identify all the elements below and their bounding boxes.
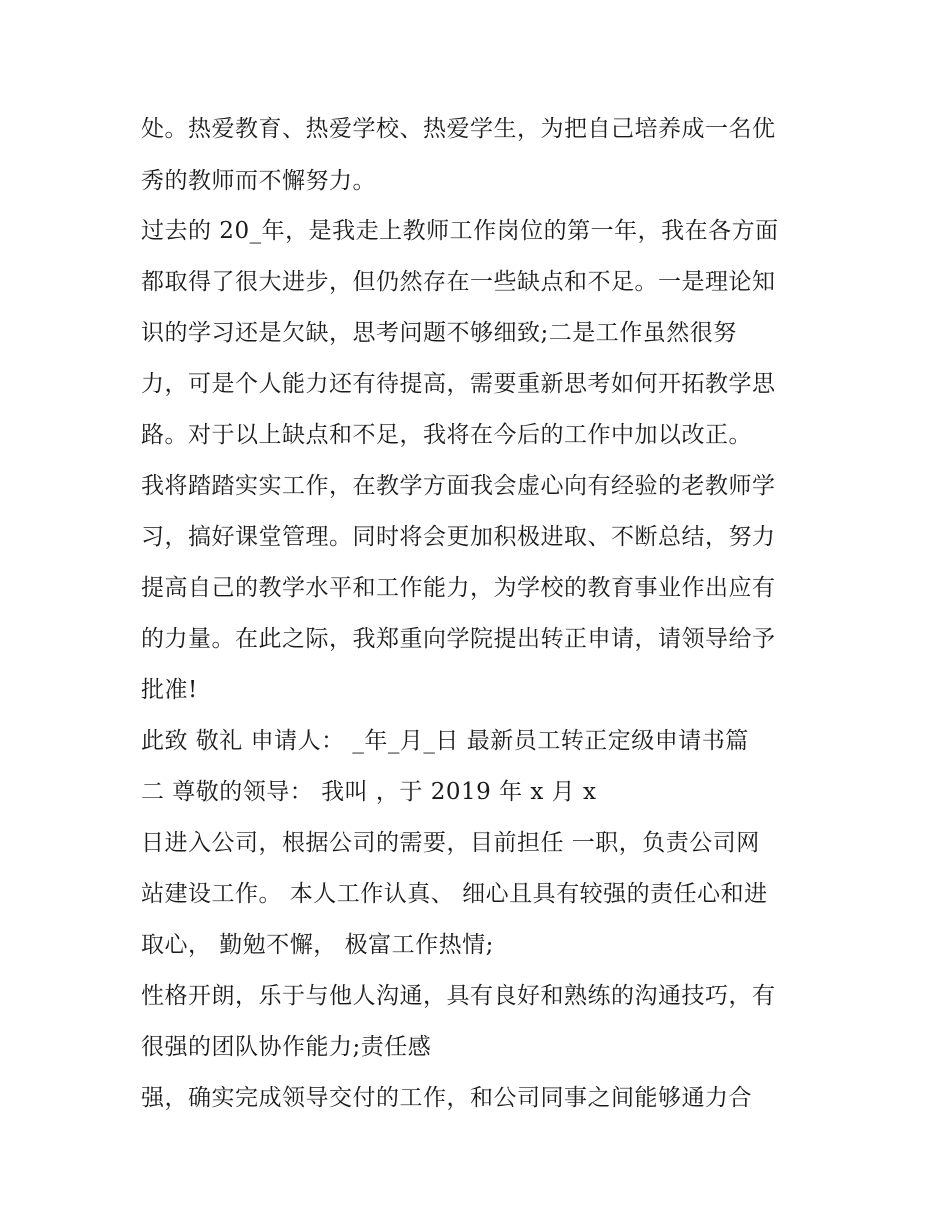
- text-line: 很强的团队协作能力;责任感: [141, 1034, 432, 1060]
- text-line: 秀的教师而不懈努力。: [141, 168, 376, 194]
- text-line: 此致 敬礼 申请人： _年_月_日 最新员工转正定级申请书篇: [141, 728, 749, 754]
- text-line: 过去的 20_年，是我走上教师工作岗位的第一年，我在各方面: [141, 218, 779, 244]
- text-line: 提高自己的教学水平和工作能力，为学校的教育事业作出应有: [141, 575, 776, 601]
- text-line: 二 尊敬的领导： 我叫 ，于 2019 年 x 月 x: [141, 779, 597, 805]
- text-line: 习，搞好课堂管理。同时将会更加积极进取、不断总结，努力: [141, 524, 776, 550]
- text-line: 性格开朗，乐于与他人沟通，具有良好和熟练的沟通技巧，有: [141, 983, 776, 1009]
- text-line: 日进入公司，根据公司的需要，目前担任 一职，负责公司网: [141, 830, 760, 856]
- text-line: 我将踏踏实实工作，在教学方面我会虚心向有经验的老教师学: [141, 473, 776, 499]
- text-line: 路。对于以上缺点和不足，我将在今后的工作中加以改正。: [141, 422, 752, 448]
- text-line: 取心， 勤勉不懈， 极富工作热情;: [141, 932, 494, 958]
- text-line: 处。热爱教育、热爱学校、热爱学生，为把自己培养成一名优: [141, 116, 776, 142]
- text-line: 力，可是个人能力还有待提高，需要重新思考如何开拓教学思: [141, 371, 776, 397]
- text-line: 都取得了很大进步，但仍然存在一些缺点和不足。一是理论知: [141, 269, 776, 295]
- text-line: 批准!: [141, 677, 198, 703]
- text-line: 强，确实完成领导交付的工作，和公司同事之间能够通力合: [141, 1085, 752, 1111]
- text-line: 站建设工作。 本人工作认真、 细心且具有较强的责任心和进: [141, 881, 768, 907]
- text-line: 的力量。在此之际，我郑重向学院提出转正申请，请领导给予: [141, 626, 776, 652]
- text-line: 识的学习还是欠缺，思考问题不够细致;二是工作虽然很努: [141, 320, 737, 346]
